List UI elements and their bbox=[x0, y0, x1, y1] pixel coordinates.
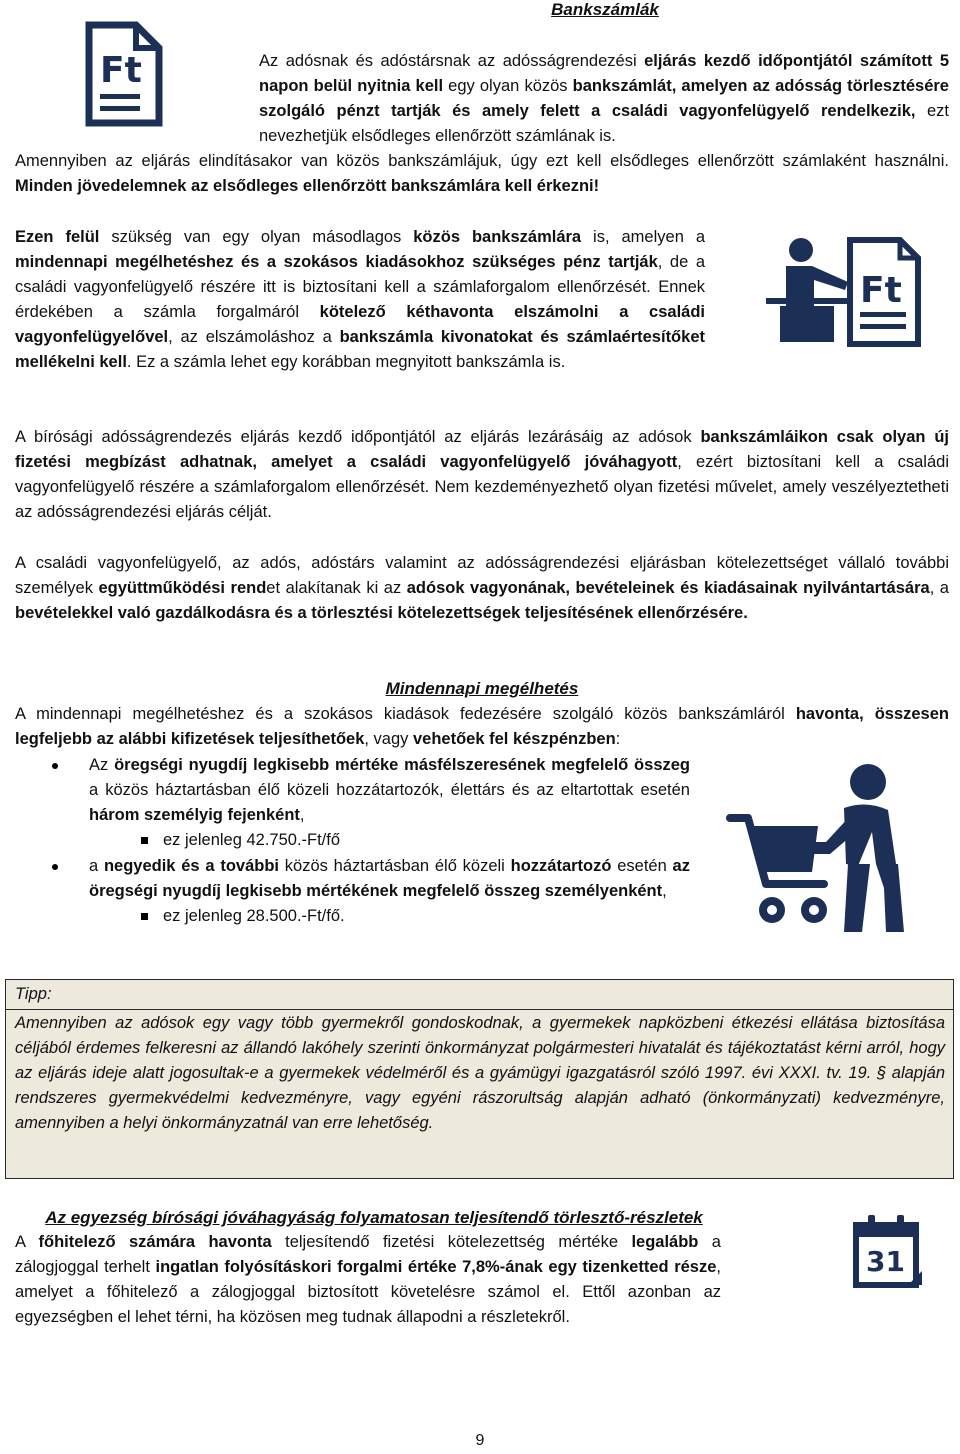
tip-label: Tipp: bbox=[15, 985, 52, 1003]
person-shopping-cart-icon bbox=[726, 760, 926, 938]
page-number: 9 bbox=[475, 1432, 485, 1449]
tip-text: Amennyiben az adósok egy vagy több gyermekről gondoskodnak, a gyermekek napközbeni étkezési ellátása biztosítása céljából érdemes felkeresni az állandó lakóhely szerinti önkormányzat polgármesteri hivatalát és tájékoztatást kérni arról, hogy az eljárás ideje alatt jogosultak-e a gyermekek védelméről és a gyámügyi igazgatásról szóló 1997. évi XXXI. tv. 19. § alapján rendszeres gyermekvédelmi kedvezményre, vagy egyéni rászorultság alapján adható (önkormányzati) kedvezményre, amennyiben a helyi önkormányzatnál van erre lehetőség. bbox=[15, 1014, 945, 1132]
square-bullet bbox=[141, 837, 148, 844]
tip-divider bbox=[6, 1009, 953, 1010]
document-ft-icon-label: Ft bbox=[100, 50, 142, 91]
document-ft-icon bbox=[84, 20, 164, 128]
allowance-list bbox=[15, 753, 690, 929]
sub-list-item-text: ez jelenleg 28.500.-Ft/fő. bbox=[163, 907, 345, 925]
square-bullet bbox=[141, 913, 148, 920]
presenter-desk-ft-icon bbox=[762, 236, 922, 348]
section-title-bankszamlak: Bankszámlák bbox=[551, 0, 659, 19]
paragraph-installments: A főhitelező számára havonta teljesítendő fizetési kötelezettség mértéke legalább a zálogjoggal terhelt ingatlan folyósításkori forgalmi értéke 7,8%-ának egy tizenketted része, amelyet a főhitelező a zálogjoggal biztosított követelésre számol el. Ettől azonban az egyezségben el lehet térni, ha közösen meg tudnak állapodni a részletekről. bbox=[15, 1233, 721, 1326]
list-item-text: Az öregségi nyugdíj legkisebb mértéke másfélszeresének megfelelő összeg a közös háztartásban élő közeli hozzátartozók, élettárs és az eltartottak esetén három személyig fejenként, bbox=[89, 756, 690, 824]
presenter-desk-ft-icon-label: Ft bbox=[860, 270, 902, 311]
paragraph-payment-orders: A bírósági adósságrendezés eljárás kezdő időpontjától az eljárás lezárásáig az adósok bankszámláikon csak olyan új fizetési megbízást adhatnak, amelyet a családi vagyonfelügyelő jóváhagyott, ezért biztosítani kell a családi vagyonfelügyelő részére a számlaforgalom ellenőrzését. Nem kezdeményezhető olyan fizetési művelet, amely veszélyeztetheti az adósságrendezési eljárás célját. bbox=[15, 428, 949, 521]
paragraph-living-intro: A mindennapi megélhetéshez és a szokásos kiadások fedezésére szolgáló közös bankszámláról havonta, összesen legfeljebb az alábbi kifizetések teljesíthetőek, vagy vehetőek fel készpénzben: bbox=[15, 705, 949, 748]
paragraph-cooperation: A családi vagyonfelügyelő, az adós, adóstárs valamint az adósságrendezési eljárásban kötelezettséget vállaló további személyek együttműködési rendet alakítanak ki az adósok vagyonának, bevételeinek és kiadásainak nyilvántartására, a bevételekkel való gazdálkodásra és a törlesztési kötelezettségek teljesítésének ellenőrzésére. bbox=[15, 554, 949, 622]
tip-box bbox=[5, 979, 954, 1179]
list-item bbox=[15, 854, 690, 904]
section-title-mindennapi: Mindennapi megélhetés bbox=[385, 679, 579, 698]
calendar-icon bbox=[852, 1213, 926, 1293]
bullet-dot bbox=[52, 763, 58, 769]
paragraph-existing-account: Amennyiben az eljárás elindításakor van közös bankszámlájuk, úgy ezt kell elsődleges ellenőrzött számlaként használni. Minden jövedelemnek az elsődleges ellenőrzött bankszámlára kell érkezni! bbox=[15, 152, 949, 195]
section-title-torleszto: Az egyezség bírósági jóváhagyáság folyamatosan teljesítendő törlesztő-részletek bbox=[45, 1208, 703, 1227]
sub-list-item bbox=[15, 828, 690, 853]
bullet-dot bbox=[52, 864, 58, 870]
paragraph-secondary-account: Ezen felül szükség van egy olyan másodlagos közös bankszámlára is, amelyen a mindennapi megélhetéshez és a szokásos kiadásokhoz szükséges pénz tartják, de a családi vagyonfelügyelő részére itt is biztosítani kell a számlaforgalom ellenőrzését. Ennek érdekében a számla forgalmáról kötelező kéthavonta elszámolni a családi vagyonfelügyelővel, az elszámoláshoz a bankszámla kivonatokat és számlaértesítőket mellékelni kell. Ez a számla lehet egy korábban megnyitott bankszámla is. bbox=[15, 228, 706, 371]
list-item bbox=[15, 753, 690, 828]
list-item-text: a negyedik és a további közös háztartásban élő közeli hozzátartozó esetén az öregségi nyugdíj legkisebb mértékének megfelelő összeg személyenként, bbox=[89, 857, 690, 900]
sub-list-item bbox=[15, 904, 690, 929]
paragraph-primary-account: Az adósnak és adóstársnak az adósságrendezési eljárás kezdő időpontjától számított 5 napon belül nyitnia kell egy olyan közös bankszámlát, amelyen az adósság törlesztésére szolgáló pénzt tartják és amely felett a családi vagyonfelügyelő rendelkezik, ezt nevezhetjük elsődleges ellenőrzött számlának is. bbox=[259, 52, 949, 145]
sub-list-item-text: ez jelenleg 42.750.-Ft/fő bbox=[163, 831, 341, 849]
calendar-day-label: 31 bbox=[866, 1245, 905, 1278]
